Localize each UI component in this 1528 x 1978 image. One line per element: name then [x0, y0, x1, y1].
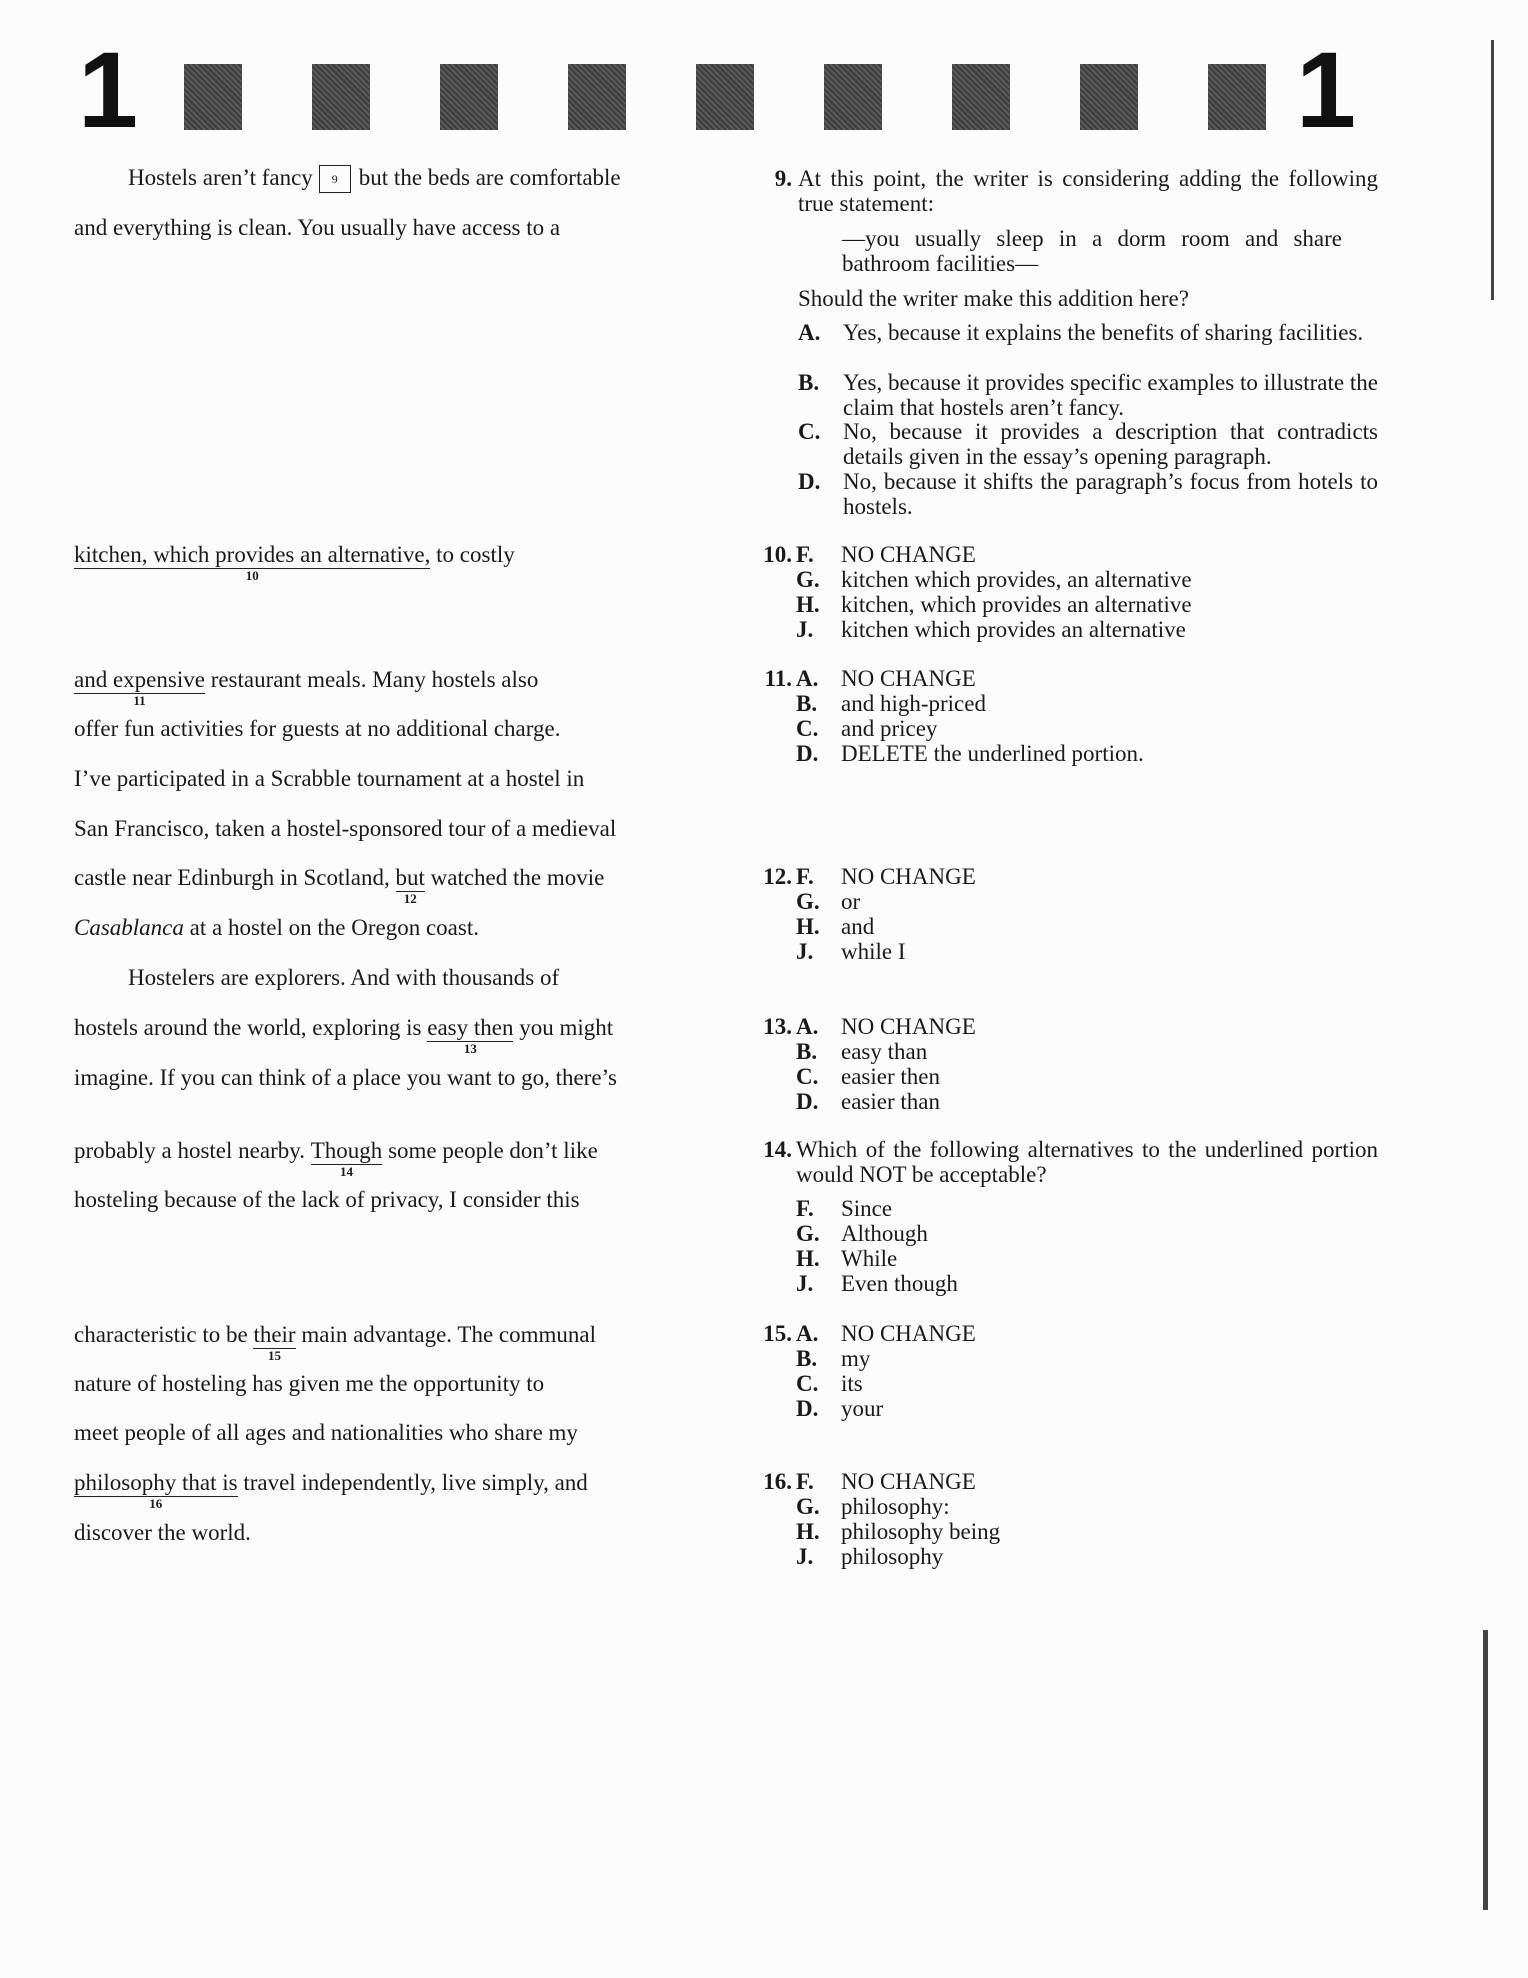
passage-text: Hostels aren’t fancy [128, 165, 313, 190]
option-text: NO CHANGE [841, 864, 976, 889]
passage-line: Hostelers are explorers. And with thousands of [128, 965, 560, 990]
passage-line [74, 541, 515, 583]
passage-line: and everything is clean. You usually have access to a [74, 215, 561, 240]
option-text: easier than [841, 1089, 940, 1114]
passage-text: castle near Edinburgh in Scotland, [74, 865, 390, 890]
option-text: No, because it shifts the paragraph’s focus from hotels to hostels. [843, 469, 1378, 519]
option-letter: A. [796, 1321, 819, 1346]
option-text: NO CHANGE [841, 1321, 976, 1346]
option-text: DELETE the underlined portion. [841, 741, 1144, 766]
option-text: and [841, 914, 875, 939]
option-letter: D. [798, 469, 821, 494]
option-letter: F. [796, 1469, 814, 1494]
option-text: No, because it provides a description that contradicts details given in the essay’s opening paragraph. [843, 419, 1378, 469]
option-text: kitchen which provides an alternative [841, 617, 1186, 642]
option-letter: D. [796, 1396, 819, 1421]
passage-text: hostels around the world, exploring is [74, 1015, 422, 1040]
option-text: While [841, 1246, 898, 1271]
option-letter: F. [796, 864, 814, 889]
option-letter: J. [796, 617, 814, 642]
passage-line: I’ve participated in a Scrabble tournament at a hostel in [74, 766, 585, 791]
passage-text: probably a hostel nearby. [74, 1138, 305, 1163]
question-number: 11. [764, 666, 792, 691]
passage-line: discover the world. [74, 1520, 251, 1545]
option-text: and high-priced [841, 691, 986, 716]
underlined-text: kitchen, which provides an alternative, [74, 542, 431, 567]
question-number-marker: 16 [149, 1496, 163, 1511]
passage-text: main advantage. The communal [295, 1322, 596, 1347]
question-number: 14. [763, 1137, 792, 1162]
option-text: Yes, because it provides specific examples to illustrate the claim that hostels aren’t fancy. [843, 370, 1378, 420]
scan-edge-mark [1491, 40, 1494, 300]
option-letter: A. [796, 1014, 819, 1039]
underlined-text: but [395, 865, 425, 890]
passage-line [128, 164, 621, 193]
option-letter: G. [796, 567, 820, 592]
passage-text: some people don’t like [382, 1138, 598, 1163]
option-letter: G. [796, 889, 820, 914]
option-text: kitchen which provides, an alternative [841, 567, 1192, 592]
underlined-text: philosophy that is [74, 1470, 238, 1495]
proposed-statement: —you usually sleep in a dorm room and share bathroom facilities— [842, 226, 1342, 276]
option-letter: H. [796, 1246, 820, 1271]
underlined-portion-12[interactable] [395, 865, 425, 906]
underlined-portion-13[interactable] [427, 1015, 514, 1056]
option-letter: A. [798, 320, 821, 345]
question-number: 10. [763, 542, 792, 567]
passage-text: but the beds are comfortable [358, 165, 621, 190]
question-number: 15. [763, 1321, 792, 1346]
option-text: NO CHANGE [841, 1469, 976, 1494]
question-stem: Which of the following alternatives to the underlined portion would NOT be acceptable? [796, 1137, 1378, 1187]
option-letter: F. [796, 1196, 814, 1221]
passage-line: offer fun activities for guests at no additional charge. [74, 716, 561, 741]
option-text: philosophy being [841, 1519, 1001, 1544]
underlined-portion-11[interactable] [74, 667, 205, 708]
option-text: philosophy: [841, 1494, 950, 1519]
option-text: easy than [841, 1039, 928, 1064]
option-text: Although [841, 1221, 928, 1246]
header-square [568, 64, 626, 130]
option-letter: D. [796, 741, 819, 766]
option-letter: J. [796, 1271, 814, 1296]
option-text: while I [841, 939, 906, 964]
underlined-text: easy then [427, 1015, 514, 1040]
scan-edge-mark [1483, 1630, 1488, 1910]
underlined-portion-15[interactable] [253, 1322, 296, 1363]
option-text: easier then [841, 1064, 940, 1089]
question-prompt: Should the writer make this addition here? [798, 286, 1189, 311]
option-letter: B. [796, 1346, 818, 1371]
option-letter: B. [796, 691, 818, 716]
option-letter: D. [796, 1089, 819, 1114]
passage-line: meet people of all ages and nationalities who share my [74, 1420, 578, 1445]
underlined-text: and expensive [74, 667, 205, 692]
option-letter: H. [796, 1519, 820, 1544]
option-letter: G. [796, 1494, 820, 1519]
option-text: my [841, 1346, 871, 1371]
passage-line [74, 864, 605, 906]
option-text: NO CHANGE [841, 1014, 976, 1039]
passage-line [74, 1014, 614, 1056]
option-text: and pricey [841, 716, 938, 741]
option-text: Even though [841, 1271, 958, 1296]
question-number-marker: 13 [463, 1041, 477, 1056]
passage-text: to costly [430, 542, 515, 567]
header-square [1080, 64, 1138, 130]
option-text: your [841, 1396, 884, 1421]
underlined-portion-14[interactable] [310, 1138, 383, 1179]
question-number: 13. [763, 1014, 792, 1039]
header-square [312, 64, 370, 130]
question-number: 16. [763, 1469, 792, 1494]
option-letter: B. [798, 370, 820, 395]
option-text: kitchen, which provides an alternative [841, 592, 1192, 617]
header-square [1208, 64, 1266, 130]
passage-text: watched the movie [424, 865, 605, 890]
option-text: NO CHANGE [841, 542, 976, 567]
passage-text: travel independently, live simply, and [237, 1470, 588, 1495]
header-square [824, 64, 882, 130]
question-number-marker: 12 [403, 891, 417, 906]
option-letter: H. [796, 914, 820, 939]
underlined-text: Though [310, 1138, 383, 1163]
question-box-9[interactable]: 9 [319, 165, 351, 193]
passage-line: imagine. If you can think of a place you want to go, there’s [74, 1065, 617, 1090]
question-number-marker: 14 [340, 1164, 354, 1179]
section-number-right: 1 [1296, 29, 1357, 150]
header-square [184, 64, 242, 130]
option-letter: J. [796, 939, 814, 964]
option-letter: A. [796, 666, 819, 691]
passage-line: hosteling because of the lack of privacy, I consider this [74, 1187, 580, 1212]
question-number-marker: 11 [133, 693, 146, 708]
question-number-marker: 10 [245, 568, 259, 583]
question-number-marker: 15 [268, 1348, 282, 1363]
header-square [440, 64, 498, 130]
option-letter: G. [796, 1221, 820, 1246]
passage-text: at a hostel on the Oregon coast. [183, 915, 479, 940]
passage-line: nature of hosteling has given me the opportunity to [74, 1371, 545, 1396]
passage-line [74, 1137, 598, 1179]
passage-line [74, 666, 539, 708]
header-square [952, 64, 1010, 130]
option-letter: J. [796, 1544, 814, 1569]
option-letter: F. [796, 542, 814, 567]
option-text: Yes, because it explains the benefits of sharing facilities. [843, 320, 1364, 345]
passage-text: characteristic to be [74, 1322, 248, 1347]
passage-text: you might [513, 1015, 614, 1040]
underlined-text: their [253, 1322, 296, 1347]
option-letter: C. [796, 1371, 819, 1396]
option-letter: H. [796, 592, 820, 617]
question-number: 9. [774, 166, 792, 191]
option-text: its [841, 1371, 863, 1396]
passage-line [74, 914, 479, 942]
option-letter: C. [798, 419, 821, 444]
passage-line [74, 1469, 588, 1511]
underlined-portion-16[interactable] [74, 1470, 238, 1511]
passage-line [74, 1321, 596, 1363]
option-text: NO CHANGE [841, 666, 976, 691]
passage-text: restaurant meals. Many hostels also [204, 667, 539, 692]
option-letter: C. [796, 1064, 819, 1089]
option-text: philosophy [841, 1544, 944, 1569]
option-letter: C. [796, 716, 819, 741]
section-number-left: 1 [78, 29, 139, 150]
movie-title: Casablanca [74, 915, 184, 940]
option-text: or [841, 889, 861, 914]
question-stem: At this point, the writer is considering adding the following true statement: [798, 166, 1378, 216]
passage-line: San Francisco, taken a hostel-sponsored tour of a medieval [74, 816, 617, 841]
header-square [696, 64, 754, 130]
option-letter: B. [796, 1039, 818, 1064]
underlined-portion-10[interactable] [74, 542, 431, 583]
option-text: Since [841, 1196, 893, 1221]
question-number: 12. [763, 864, 792, 889]
